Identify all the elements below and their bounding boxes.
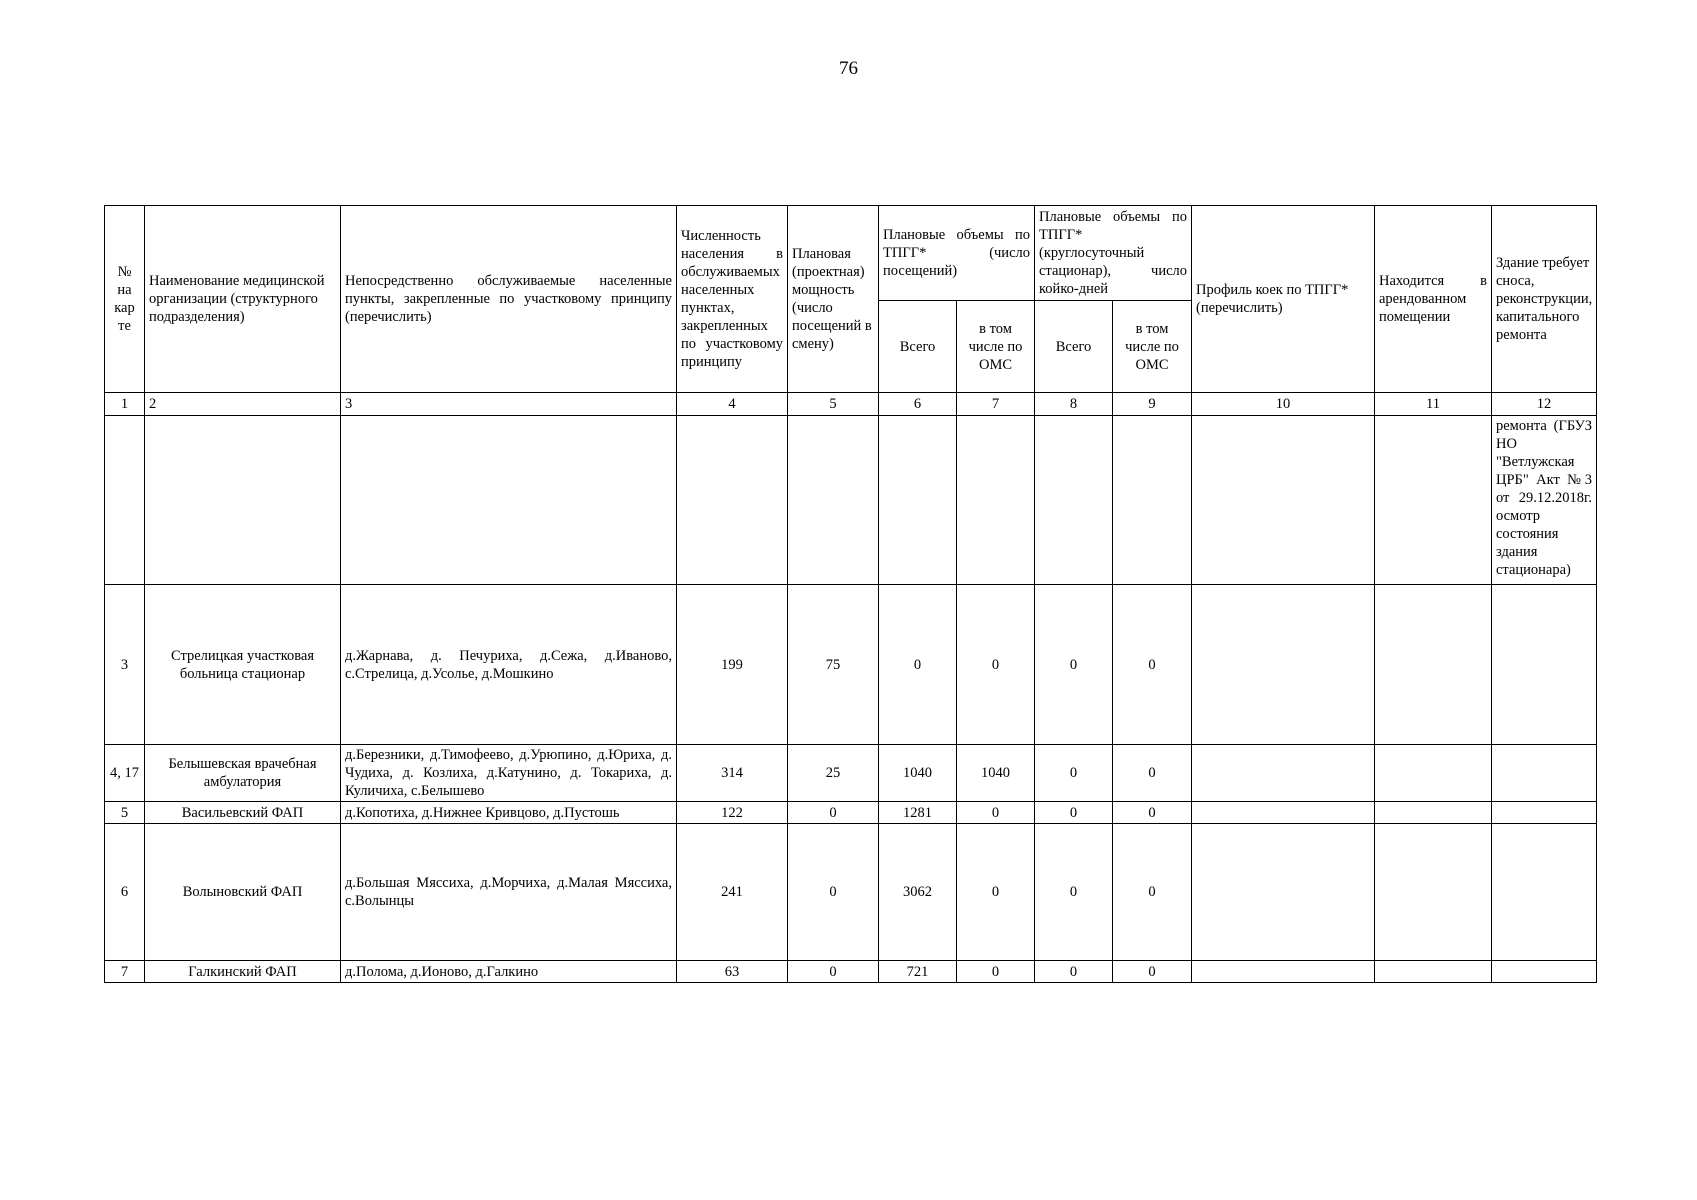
visits-oms: 1040 xyxy=(957,745,1035,802)
column-number: 8 xyxy=(1035,393,1113,416)
row-number: 5 xyxy=(105,802,145,824)
header-col7: в том числе по ОМС xyxy=(957,301,1035,393)
org-name: Васильевский ФАП xyxy=(145,802,341,824)
building-condition xyxy=(1492,745,1597,802)
header-col10: Профиль коек по ТПГГ* (перечислить) xyxy=(1192,206,1375,393)
population xyxy=(677,416,788,585)
visits-total: 1040 xyxy=(879,745,957,802)
table-row xyxy=(105,824,1597,961)
population: 122 xyxy=(677,802,788,824)
rented-premises xyxy=(1375,961,1492,983)
bed-profile xyxy=(1192,416,1375,585)
visits-oms: 0 xyxy=(957,585,1035,745)
rented-premises xyxy=(1375,585,1492,745)
rented-premises xyxy=(1375,416,1492,585)
beddays-total: 0 xyxy=(1035,585,1113,745)
org-name xyxy=(145,416,341,585)
row-number xyxy=(105,416,145,585)
population: 241 xyxy=(677,824,788,961)
rented-premises xyxy=(1375,824,1492,961)
header-col11: Находится в арендованном помещении xyxy=(1375,206,1492,393)
beddays-total: 0 xyxy=(1035,745,1113,802)
table-row xyxy=(105,961,1597,983)
visits-oms: 0 xyxy=(957,802,1035,824)
beddays-total: 0 xyxy=(1035,961,1113,983)
facilities-table xyxy=(104,205,1597,983)
column-number: 11 xyxy=(1375,393,1492,416)
row-number: 3 xyxy=(105,585,145,745)
header-col8: Всего xyxy=(1035,301,1113,393)
page-number: 76 xyxy=(839,58,858,79)
column-number: 4 xyxy=(677,393,788,416)
header-col5: Плановая (проектная) мощность (число посещений в смену) xyxy=(788,206,879,393)
visits-total: 1281 xyxy=(879,802,957,824)
row-number: 4, 17 xyxy=(105,745,145,802)
org-name: Волыновский ФАП xyxy=(145,824,341,961)
column-number: 1 xyxy=(105,393,145,416)
beddays-oms: 0 xyxy=(1113,585,1192,745)
header-col9: в том числе по ОМС xyxy=(1113,301,1192,393)
visits-oms: 0 xyxy=(957,824,1035,961)
visits-total: 721 xyxy=(879,961,957,983)
header-group-visits: Плановые объемы по ТПГГ* (число посещений) xyxy=(879,206,1035,301)
table-row xyxy=(105,745,1597,802)
column-number: 12 xyxy=(1492,393,1597,416)
column-number: 6 xyxy=(879,393,957,416)
capacity: 0 xyxy=(788,802,879,824)
beddays-oms: 0 xyxy=(1113,961,1192,983)
header-col3: Непосредственно обслуживаемые населенные пункты, закрепленные по участковому принципу (перечислить) xyxy=(341,206,677,393)
header-col1: № на кар те xyxy=(105,206,145,393)
header-col2: Наименование медицинской организации (структурного подразделения) xyxy=(145,206,341,393)
population: 199 xyxy=(677,585,788,745)
bed-profile xyxy=(1192,745,1375,802)
column-number-row xyxy=(105,393,1597,416)
table-row xyxy=(105,416,1597,585)
org-name: Галкинский ФАП xyxy=(145,961,341,983)
column-number: 3 xyxy=(341,393,677,416)
bed-profile xyxy=(1192,824,1375,961)
table-row xyxy=(105,585,1597,745)
visits-total xyxy=(879,416,957,585)
settlements: д.Большая Мяссиха, д.Морчиха, д.Малая Мяссиха, с.Волынцы xyxy=(341,824,677,961)
bed-profile xyxy=(1192,961,1375,983)
column-number: 9 xyxy=(1113,393,1192,416)
building-condition xyxy=(1492,824,1597,961)
capacity: 25 xyxy=(788,745,879,802)
column-number: 7 xyxy=(957,393,1035,416)
header-col12: Здание требует сноса, реконструкции, капитального ремонта xyxy=(1492,206,1597,393)
settlements: д.Полома, д.Ионово, д.Галкино xyxy=(341,961,677,983)
capacity: 75 xyxy=(788,585,879,745)
bed-profile xyxy=(1192,585,1375,745)
beddays-oms: 0 xyxy=(1113,802,1192,824)
header-col4: Численность населения в обслуживаемых населенных пунктах, закрепленных по участковому принципу xyxy=(677,206,788,393)
rented-premises xyxy=(1375,745,1492,802)
capacity xyxy=(788,416,879,585)
settlements: д.Копотиха, д.Нижнее Кривцово, д.Пустошь xyxy=(341,802,677,824)
column-number: 5 xyxy=(788,393,879,416)
org-name: Стрелицкая участковая больница стационар xyxy=(145,585,341,745)
column-number: 10 xyxy=(1192,393,1375,416)
population: 314 xyxy=(677,745,788,802)
beddays-total: 0 xyxy=(1035,802,1113,824)
building-condition xyxy=(1492,961,1597,983)
beddays-total: 0 xyxy=(1035,824,1113,961)
building-condition: ремонта (ГБУЗ НО "Ветлужская ЦРБ" Акт №3 от 29.12.2018г. осмотр состояния здания стационара) xyxy=(1492,416,1597,585)
rented-premises xyxy=(1375,802,1492,824)
population: 63 xyxy=(677,961,788,983)
visits-total: 0 xyxy=(879,585,957,745)
bed-profile xyxy=(1192,802,1375,824)
visits-oms: 0 xyxy=(957,961,1035,983)
header-group-beddays: Плановые объемы по ТПГГ* (круглосуточный стационар), число койко-дней xyxy=(1035,206,1192,301)
table-row xyxy=(105,802,1597,824)
beddays-oms: 0 xyxy=(1113,824,1192,961)
visits-total: 3062 xyxy=(879,824,957,961)
capacity: 0 xyxy=(788,961,879,983)
row-number: 6 xyxy=(105,824,145,961)
header-row-1 xyxy=(105,206,1597,301)
beddays-oms: 0 xyxy=(1113,745,1192,802)
settlements xyxy=(341,416,677,585)
beddays-total xyxy=(1035,416,1113,585)
beddays-oms xyxy=(1113,416,1192,585)
org-name: Белышевская врачебная амбулатория xyxy=(145,745,341,802)
settlements: д.Березники, д.Тимофеево, д.Урюпино, д.Юриха, д. Чудиха, д. Козлиха, д.Катунино, д. Токариха, д. Куличиха, с.Белышево xyxy=(341,745,677,802)
visits-oms xyxy=(957,416,1035,585)
building-condition xyxy=(1492,802,1597,824)
header-col6: Всего xyxy=(879,301,957,393)
settlements: д.Жарнава, д. Печуриха, д.Сежа, д.Иваново, с.Стрелица, д.Усолье, д.Мошкино xyxy=(341,585,677,745)
column-number: 2 xyxy=(145,393,341,416)
row-number: 7 xyxy=(105,961,145,983)
building-condition xyxy=(1492,585,1597,745)
capacity: 0 xyxy=(788,824,879,961)
